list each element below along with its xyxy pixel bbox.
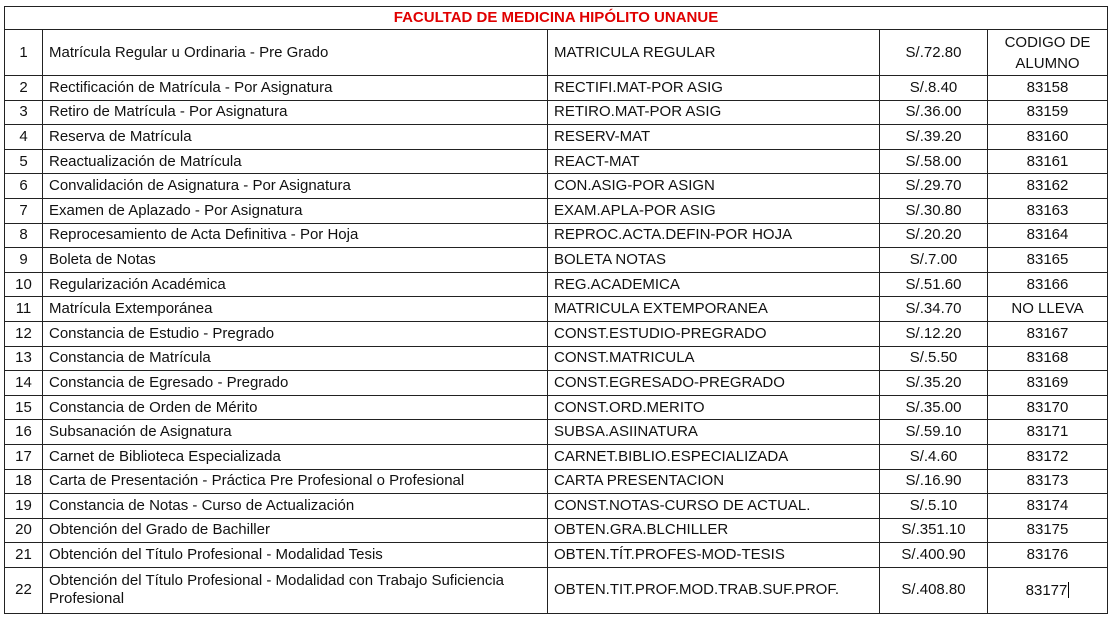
service-price: S/.35.00 (880, 395, 988, 420)
service-description: Constancia de Orden de Mérito (43, 395, 548, 420)
service-description: Carta de Presentación - Práctica Pre Profesional o Profesional (43, 469, 548, 494)
payment-code: 83161 (988, 149, 1108, 174)
service-description: Matrícula Regular u Ordinaria - Pre Grado (43, 30, 548, 76)
row-number: 19 (5, 494, 43, 519)
service-abbreviation: CARTA PRESENTACION (548, 469, 880, 494)
service-price: S/.59.10 (880, 420, 988, 445)
payment-code: 83173 (988, 469, 1108, 494)
row-number: 7 (5, 198, 43, 223)
row-number: 6 (5, 174, 43, 199)
service-price: S/.35.20 (880, 371, 988, 396)
row-number: 22 (5, 567, 43, 613)
table-row (5, 494, 1108, 519)
table-row (5, 174, 1108, 199)
service-price: S/.29.70 (880, 174, 988, 199)
row-number: 8 (5, 223, 43, 248)
table-row (5, 198, 1108, 223)
table-row (5, 272, 1108, 297)
service-description: Regularización Académica (43, 272, 548, 297)
service-abbreviation: EXAM.APLA-POR ASIG (548, 198, 880, 223)
row-number: 21 (5, 543, 43, 568)
service-description: Examen de Aplazado - Por Asignatura (43, 198, 548, 223)
service-description: Obtención del Grado de Bachiller (43, 518, 548, 543)
payment-code: 83162 (988, 174, 1108, 199)
payment-code: 83169 (988, 371, 1108, 396)
table-row (5, 321, 1108, 346)
service-description: Constancia de Notas - Curso de Actualización (43, 494, 548, 519)
service-abbreviation: CONST.MATRICULA (548, 346, 880, 371)
service-price: S/.72.80 (880, 30, 988, 76)
table-row (5, 76, 1108, 101)
text-cursor (1068, 582, 1069, 598)
table-row (5, 297, 1108, 322)
service-description: Constancia de Matrícula (43, 346, 548, 371)
title-row (5, 7, 1108, 30)
row-number: 14 (5, 371, 43, 396)
table-row (5, 518, 1108, 543)
service-abbreviation: RESERV-MAT (548, 125, 880, 150)
service-description: Subsanación de Asignatura (43, 420, 548, 445)
service-abbreviation: CON.ASIG-POR ASIGN (548, 174, 880, 199)
payment-code: 83171 (988, 420, 1108, 445)
service-description: Retiro de Matrícula - Por Asignatura (43, 100, 548, 125)
payment-code: 83174 (988, 494, 1108, 519)
row-number: 20 (5, 518, 43, 543)
row-number: 5 (5, 149, 43, 174)
row-number: 1 (5, 30, 43, 76)
table-row (5, 543, 1108, 568)
service-abbreviation: CONST.ORD.MERITO (548, 395, 880, 420)
service-abbreviation: CONST.EGRESADO-PREGRADO (548, 371, 880, 396)
service-abbreviation: MATRICULA EXTEMPORANEA (548, 297, 880, 322)
service-abbreviation: REACT-MAT (548, 149, 880, 174)
table-row (5, 149, 1108, 174)
payment-code: 83160 (988, 125, 1108, 150)
payment-code: 83164 (988, 223, 1108, 248)
service-price: S/.51.60 (880, 272, 988, 297)
payment-code: CODIGO DE ALUMNO (988, 30, 1108, 76)
table-row (5, 346, 1108, 371)
service-description: Rectificación de Matrícula - Por Asignatura (43, 76, 548, 101)
service-abbreviation: OBTEN.GRA.BLCHILLER (548, 518, 880, 543)
service-description: Boleta de Notas (43, 248, 548, 273)
table-row (5, 444, 1108, 469)
fee-table (4, 6, 1108, 614)
payment-code: NO LLEVA (988, 297, 1108, 322)
row-number: 2 (5, 76, 43, 101)
service-price: S/.400.90 (880, 543, 988, 568)
payment-code: 83176 (988, 543, 1108, 568)
service-abbreviation: BOLETA NOTAS (548, 248, 880, 273)
row-number: 17 (5, 444, 43, 469)
service-price: S/.408.80 (880, 567, 988, 613)
service-abbreviation: CONST.ESTUDIO-PREGRADO (548, 321, 880, 346)
table-row (5, 567, 1108, 613)
service-price: S/.4.60 (880, 444, 988, 469)
service-price: S/.16.90 (880, 469, 988, 494)
service-price: S/.8.40 (880, 76, 988, 101)
service-abbreviation: OBTEN.TIT.PROF.MOD.TRAB.SUF.PROF. (548, 567, 880, 613)
row-number: 12 (5, 321, 43, 346)
row-number: 11 (5, 297, 43, 322)
table-row (5, 125, 1108, 150)
payment-code: 83163 (988, 198, 1108, 223)
row-number: 10 (5, 272, 43, 297)
table-row (5, 420, 1108, 445)
table-row (5, 30, 1108, 76)
payment-code: 83168 (988, 346, 1108, 371)
row-number: 3 (5, 100, 43, 125)
service-abbreviation: CARNET.BIBLIO.ESPECIALIZADA (548, 444, 880, 469)
payment-code: 83175 (988, 518, 1108, 543)
payment-code: 83170 (988, 395, 1108, 420)
table-row (5, 248, 1108, 273)
payment-code: 83172 (988, 444, 1108, 469)
service-description: Convalidación de Asignatura - Por Asignatura (43, 174, 548, 199)
service-abbreviation: REPROC.ACTA.DEFIN-POR HOJA (548, 223, 880, 248)
service-price: S/.12.20 (880, 321, 988, 346)
row-number: 15 (5, 395, 43, 420)
service-description: Constancia de Estudio - Pregrado (43, 321, 548, 346)
row-number: 9 (5, 248, 43, 273)
service-price: S/.39.20 (880, 125, 988, 150)
service-price: S/.7.00 (880, 248, 988, 273)
payment-code: 83166 (988, 272, 1108, 297)
payment-code: 83158 (988, 76, 1108, 101)
service-abbreviation: MATRICULA REGULAR (548, 30, 880, 76)
payment-code: 83159 (988, 100, 1108, 125)
table-row (5, 100, 1108, 125)
service-price: S/.5.50 (880, 346, 988, 371)
service-abbreviation: REG.ACADEMICA (548, 272, 880, 297)
service-description: Obtención del Título Profesional - Modalidad Tesis (43, 543, 548, 568)
service-price: S/.58.00 (880, 149, 988, 174)
service-description: Obtención del Título Profesional - Modalidad con Trabajo Suficiencia Profesional (43, 567, 548, 613)
table-row (5, 371, 1108, 396)
service-abbreviation: SUBSA.ASIINATURA (548, 420, 880, 445)
service-description: Constancia de Egresado - Pregrado (43, 371, 548, 396)
service-abbreviation: RECTIFI.MAT-POR ASIG (548, 76, 880, 101)
table-row (5, 223, 1108, 248)
row-number: 13 (5, 346, 43, 371)
service-price: S/.30.80 (880, 198, 988, 223)
service-price: S/.351.10 (880, 518, 988, 543)
service-description: Reactualización de Matrícula (43, 149, 548, 174)
service-price: S/.20.20 (880, 223, 988, 248)
payment-code: 83165 (988, 248, 1108, 273)
service-price: S/.34.70 (880, 297, 988, 322)
payment-code: 83177 (988, 567, 1108, 613)
service-description: Reserva de Matrícula (43, 125, 548, 150)
service-abbreviation: CONST.NOTAS-CURSO DE ACTUAL. (548, 494, 880, 519)
service-price: S/.5.10 (880, 494, 988, 519)
row-number: 18 (5, 469, 43, 494)
service-price: S/.36.00 (880, 100, 988, 125)
payment-code: 83167 (988, 321, 1108, 346)
service-abbreviation: RETIRO.MAT-POR ASIG (548, 100, 880, 125)
row-number: 4 (5, 125, 43, 150)
service-description: Carnet de Biblioteca Especializada (43, 444, 548, 469)
service-abbreviation: OBTEN.TÍT.PROFES-MOD-TESIS (548, 543, 880, 568)
table-row (5, 395, 1108, 420)
service-description: Reprocesamiento de Acta Definitiva - Por Hoja (43, 223, 548, 248)
table-title: FACULTAD DE MEDICINA HIPÓLITO UNANUE (5, 7, 1108, 30)
table-row (5, 469, 1108, 494)
row-number: 16 (5, 420, 43, 445)
service-description: Matrícula Extemporánea (43, 297, 548, 322)
